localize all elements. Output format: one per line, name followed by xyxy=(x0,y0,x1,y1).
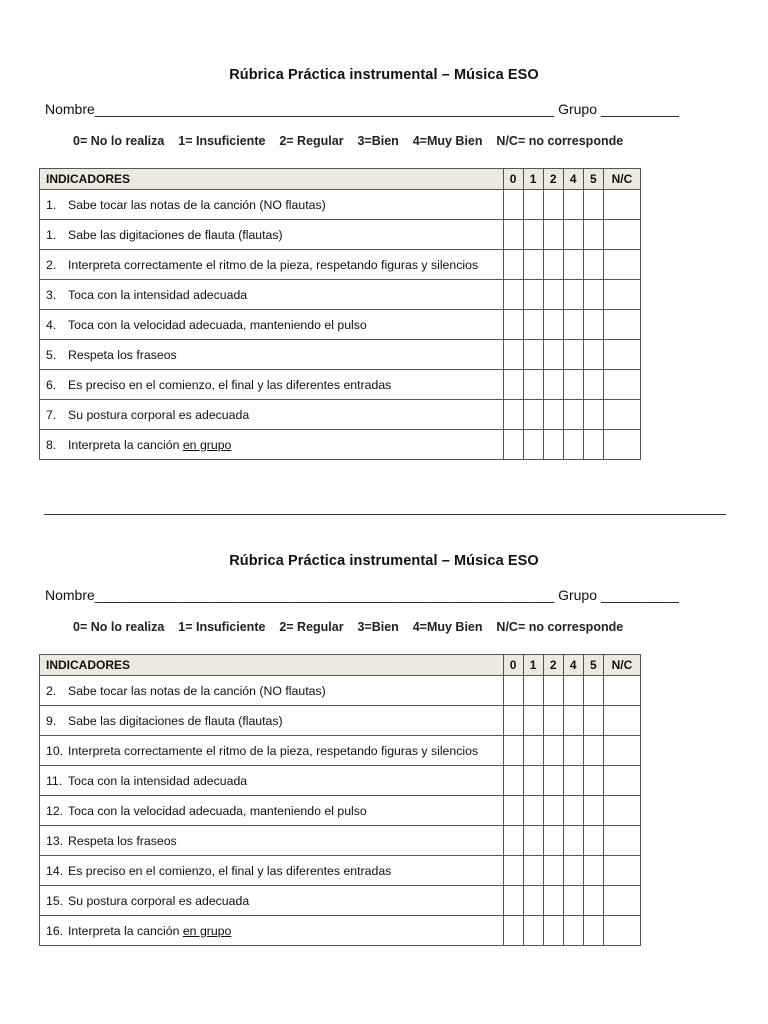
score-cell[interactable] xyxy=(543,856,563,886)
name-group-line[interactable]: Nombre___________________________________________________________ Grupo __________ xyxy=(45,101,679,117)
nc-cell[interactable] xyxy=(603,310,640,340)
indicator-number: 9. xyxy=(46,713,57,728)
indicator-number: 1. xyxy=(46,197,57,212)
nc-cell[interactable] xyxy=(603,736,640,766)
score-cell[interactable] xyxy=(523,340,543,370)
indicator-cell xyxy=(40,886,504,916)
score-cell[interactable] xyxy=(503,250,523,280)
score-cell[interactable] xyxy=(543,676,563,706)
score-cell[interactable] xyxy=(583,250,603,280)
table-row xyxy=(40,220,641,250)
score-cell[interactable] xyxy=(543,886,563,916)
score-cell[interactable] xyxy=(503,676,523,706)
score-cell[interactable] xyxy=(543,706,563,736)
table-row xyxy=(40,706,641,736)
score-cell[interactable] xyxy=(503,916,523,946)
score-cell[interactable] xyxy=(563,310,583,340)
indicator-text: Es preciso en el comienzo, el final y las diferentes entradas xyxy=(68,377,392,392)
indicator-cell xyxy=(40,340,504,370)
score-cell[interactable] xyxy=(503,310,523,340)
score-cell[interactable] xyxy=(523,856,543,886)
indicator-cell xyxy=(40,220,504,250)
indicator-number: 8. xyxy=(46,437,57,452)
indicator-text: Sabe tocar las notas de la canción (NO flautas) xyxy=(68,683,326,698)
score-cell[interactable] xyxy=(523,766,543,796)
nc-cell[interactable] xyxy=(603,826,640,856)
score-cell[interactable] xyxy=(583,220,603,250)
indicator-cell xyxy=(40,706,504,736)
nc-cell[interactable] xyxy=(603,706,640,736)
rubric-title: Rúbrica Práctica instrumental – Música ESO xyxy=(229,553,539,569)
score-cell[interactable] xyxy=(563,736,583,766)
table-row xyxy=(40,886,641,916)
score-cell[interactable] xyxy=(503,886,523,916)
indicator-number: 6. xyxy=(46,377,57,392)
indicator-number: 13. xyxy=(46,833,64,848)
indicator-text: Su postura corporal es adecuada xyxy=(68,407,250,422)
table-row xyxy=(40,736,641,766)
score-cell[interactable] xyxy=(523,796,543,826)
score-cell[interactable] xyxy=(503,280,523,310)
indicator-cell xyxy=(40,856,504,886)
indicator-text: Sabe las digitaciones de flauta (flautas) xyxy=(68,227,283,242)
score-cell[interactable] xyxy=(523,916,543,946)
score-cell[interactable] xyxy=(503,370,523,400)
score-cell[interactable] xyxy=(563,886,583,916)
name-group-line[interactable]: Nombre___________________________________________________________ Grupo __________ xyxy=(45,587,679,603)
indicator-number: 5. xyxy=(46,347,57,362)
nc-cell[interactable] xyxy=(603,280,640,310)
table-row xyxy=(40,826,641,856)
indicator-number: 2. xyxy=(46,257,57,272)
rubric-table xyxy=(39,654,641,946)
indicator-text: Toca con la velocidad adecuada, manteniendo el pulso xyxy=(68,317,367,332)
table-header-row xyxy=(40,169,641,190)
score-cell[interactable] xyxy=(583,916,603,946)
indicator-text: Interpreta la canción xyxy=(68,437,183,452)
score-cell[interactable] xyxy=(563,706,583,736)
score-cell[interactable] xyxy=(543,250,563,280)
indicator-cell xyxy=(40,676,504,706)
score-cell[interactable] xyxy=(583,310,603,340)
indicator-text: Sabe las digitaciones de flauta (flautas) xyxy=(68,713,283,728)
indicator-number: 10. xyxy=(46,743,64,758)
score-cell[interactable] xyxy=(583,766,603,796)
score-cell[interactable] xyxy=(583,856,603,886)
indicator-text: Su postura corporal es adecuada xyxy=(68,893,250,908)
nc-cell[interactable] xyxy=(603,220,640,250)
indicator-cell xyxy=(40,430,504,460)
score-cell[interactable] xyxy=(523,400,543,430)
indicator-cell xyxy=(40,826,504,856)
score-cell[interactable] xyxy=(543,766,563,796)
score-cell[interactable] xyxy=(523,250,543,280)
score-cell[interactable] xyxy=(583,736,603,766)
indicator-number: 4. xyxy=(46,317,57,332)
score-cell[interactable] xyxy=(523,190,543,220)
indicator-text: Toca con la intensidad adecuada xyxy=(68,773,248,788)
indicator-cell xyxy=(40,736,504,766)
indicator-cell xyxy=(40,280,504,310)
table-row xyxy=(40,340,641,370)
indicator-number: 16. xyxy=(46,923,64,938)
score-cell[interactable] xyxy=(503,430,523,460)
nc-cell[interactable] xyxy=(603,916,640,946)
score-cell[interactable] xyxy=(503,766,523,796)
score-cell[interactable] xyxy=(583,886,603,916)
header-nc: N/C xyxy=(603,655,640,676)
indicator-text: Interpreta correctamente el ritmo de la pieza, respetando figuras y silencios xyxy=(68,257,479,272)
score-cell[interactable] xyxy=(523,220,543,250)
score-cell[interactable] xyxy=(523,280,543,310)
indicator-cell xyxy=(40,310,504,340)
score-cell[interactable] xyxy=(503,796,523,826)
indicator-number: 12. xyxy=(46,803,64,818)
header-score: 1 xyxy=(523,169,543,190)
score-cell[interactable] xyxy=(563,250,583,280)
nc-cell[interactable] xyxy=(603,796,640,826)
table-row xyxy=(40,280,641,310)
score-cell[interactable] xyxy=(563,280,583,310)
indicator-number: 15. xyxy=(46,893,64,908)
rubric-2 xyxy=(0,552,768,938)
score-cell[interactable] xyxy=(563,190,583,220)
table-row xyxy=(40,856,641,886)
rubric-title: Rúbrica Práctica instrumental – Música ESO xyxy=(229,67,539,83)
indicator-number: 1. xyxy=(46,227,57,242)
score-cell[interactable] xyxy=(543,736,563,766)
score-cell[interactable] xyxy=(523,310,543,340)
header-score: 4 xyxy=(563,169,583,190)
score-cell[interactable] xyxy=(563,916,583,946)
indicator-text: Interpreta la canción xyxy=(68,923,183,938)
score-cell[interactable] xyxy=(543,310,563,340)
score-cell[interactable] xyxy=(523,430,543,460)
score-cell[interactable] xyxy=(523,706,543,736)
header-score: 2 xyxy=(543,169,563,190)
header-nc: N/C xyxy=(603,169,640,190)
indicator-cell xyxy=(40,400,504,430)
table-row xyxy=(40,430,641,460)
score-cell[interactable] xyxy=(523,886,543,916)
table-row xyxy=(40,250,641,280)
indicator-cell xyxy=(40,190,504,220)
nc-cell[interactable] xyxy=(603,250,640,280)
score-cell[interactable] xyxy=(563,430,583,460)
score-cell[interactable] xyxy=(543,826,563,856)
indicator-text: Es preciso en el comienzo, el final y las diferentes entradas xyxy=(68,863,392,878)
indicator-text: Interpreta correctamente el ritmo de la pieza, respetando figuras y silencios xyxy=(68,743,479,758)
indicator-number: 14. xyxy=(46,863,64,878)
score-cell[interactable] xyxy=(503,190,523,220)
header-indicadores: INDICADORES xyxy=(40,655,504,676)
header-score: 5 xyxy=(583,655,603,676)
score-cell[interactable] xyxy=(503,856,523,886)
nc-cell[interactable] xyxy=(603,886,640,916)
nc-cell[interactable] xyxy=(603,856,640,886)
score-cell[interactable] xyxy=(503,826,523,856)
rubric-1 xyxy=(0,66,768,452)
nc-cell[interactable] xyxy=(603,676,640,706)
indicator-cell xyxy=(40,766,504,796)
table-row xyxy=(40,190,641,220)
score-cell[interactable] xyxy=(583,430,603,460)
table-row xyxy=(40,676,641,706)
table-row xyxy=(40,370,641,400)
header-score: 4 xyxy=(563,655,583,676)
indicator-number: 3. xyxy=(46,287,57,302)
score-cell[interactable] xyxy=(503,400,523,430)
scale-legend: 0= No lo realiza 1= Insuficiente 2= Regular 3=Bien 4=Muy Bien N/C= no corresponde xyxy=(73,620,624,634)
scale-legend: 0= No lo realiza 1= Insuficiente 2= Regular 3=Bien 4=Muy Bien N/C= no corresponde xyxy=(73,134,624,148)
header-score: 2 xyxy=(543,655,563,676)
nc-cell[interactable] xyxy=(603,430,640,460)
score-cell[interactable] xyxy=(503,220,523,250)
page-divider xyxy=(44,514,726,515)
score-cell[interactable] xyxy=(543,430,563,460)
score-cell[interactable] xyxy=(543,220,563,250)
score-cell[interactable] xyxy=(563,826,583,856)
score-cell[interactable] xyxy=(523,736,543,766)
score-cell[interactable] xyxy=(563,400,583,430)
table-row xyxy=(40,796,641,826)
score-cell[interactable] xyxy=(583,796,603,826)
score-cell[interactable] xyxy=(543,916,563,946)
header-score: 1 xyxy=(523,655,543,676)
table-row xyxy=(40,310,641,340)
indicator-text: Toca con la intensidad adecuada xyxy=(68,287,248,302)
score-cell[interactable] xyxy=(523,826,543,856)
table-header-row xyxy=(40,655,641,676)
score-cell[interactable] xyxy=(583,280,603,310)
score-cell[interactable] xyxy=(583,190,603,220)
indicator-text: Respeta los fraseos xyxy=(68,347,177,362)
header-score: 0 xyxy=(503,655,523,676)
header-score: 5 xyxy=(583,169,603,190)
indicator-cell xyxy=(40,796,504,826)
indicator-text: Sabe tocar las notas de la canción (NO flautas) xyxy=(68,197,326,212)
indicator-cell xyxy=(40,916,504,946)
score-cell[interactable] xyxy=(523,676,543,706)
score-cell[interactable] xyxy=(583,370,603,400)
table-row xyxy=(40,916,641,946)
score-cell[interactable] xyxy=(563,766,583,796)
score-cell[interactable] xyxy=(543,796,563,826)
score-cell[interactable] xyxy=(543,370,563,400)
score-cell[interactable] xyxy=(563,796,583,826)
table-row xyxy=(40,400,641,430)
rubric-table xyxy=(39,168,641,460)
score-cell[interactable] xyxy=(503,736,523,766)
score-cell[interactable] xyxy=(583,826,603,856)
score-cell[interactable] xyxy=(563,856,583,886)
indicator-number: 7. xyxy=(46,407,57,422)
nc-cell[interactable] xyxy=(603,340,640,370)
indicator-number: 2. xyxy=(46,683,57,698)
nc-cell[interactable] xyxy=(603,370,640,400)
score-cell[interactable] xyxy=(543,280,563,310)
indicator-number: 11. xyxy=(46,773,63,788)
indicator-text: Respeta los fraseos xyxy=(68,833,177,848)
header-indicadores: INDICADORES xyxy=(40,169,504,190)
indicator-text: Toca con la velocidad adecuada, manteniendo el pulso xyxy=(68,803,367,818)
score-cell[interactable] xyxy=(543,340,563,370)
score-cell[interactable] xyxy=(503,706,523,736)
score-cell[interactable] xyxy=(523,370,543,400)
nc-cell[interactable] xyxy=(603,766,640,796)
nc-cell[interactable] xyxy=(603,400,640,430)
header-score: 0 xyxy=(503,169,523,190)
score-cell[interactable] xyxy=(583,400,603,430)
indicator-cell xyxy=(40,370,504,400)
nc-cell[interactable] xyxy=(603,190,640,220)
indicator-underlined-text: en grupo xyxy=(182,923,232,938)
score-cell[interactable] xyxy=(563,676,583,706)
indicator-cell xyxy=(40,250,504,280)
score-cell[interactable] xyxy=(583,676,603,706)
score-cell[interactable] xyxy=(583,340,603,370)
score-cell[interactable] xyxy=(563,340,583,370)
score-cell[interactable] xyxy=(563,220,583,250)
score-cell[interactable] xyxy=(543,400,563,430)
table-row xyxy=(40,766,641,796)
score-cell[interactable] xyxy=(583,706,603,736)
score-cell[interactable] xyxy=(563,370,583,400)
indicator-underlined-text: en grupo xyxy=(182,437,232,452)
score-cell[interactable] xyxy=(543,190,563,220)
score-cell[interactable] xyxy=(503,340,523,370)
